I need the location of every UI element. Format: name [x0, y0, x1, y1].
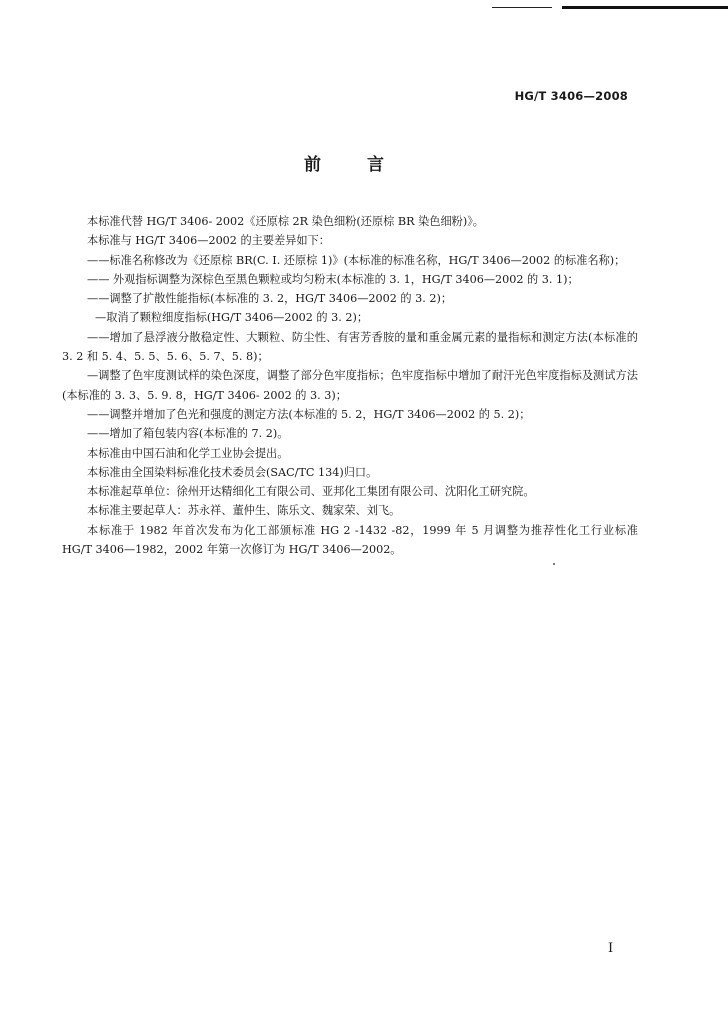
title-char-1: 前	[304, 155, 321, 175]
list-item-added-indicators: ——增加了悬浮液分散稳定性、大颗粒、防尘性、有害芳香胺的量和重金属元素的量指标和测定方法(本标准的 3. 2 和 5. 4、5. 5、5. 6、5. 7、5. 8)；	[62, 330, 638, 364]
scan-speck	[553, 563, 555, 565]
header-rule-thick	[562, 6, 728, 9]
list-item-name-change: ——标准名称修改为《还原棕 BR(C. I. 还原棕 1)》(本标准的标准名称，HG/T 3406—2002 的标准名称)；	[87, 253, 626, 267]
preface-body	[62, 212, 638, 559]
page-number: I	[608, 941, 614, 956]
list-item-diffusion: ——调整了扩散性能指标(本标准的 3. 2，HG/T 3406—2002 的 3. 2)；	[87, 292, 453, 306]
paragraph-replaces: 本标准代替 HG/T 3406- 2002《还原棕 2R 染色细粉(还原棕 BR 染色细粉)》。	[87, 215, 484, 228]
list-item-fastness: —调整了色牢度测试样的染色深度，调整了部分色牢度指标；色牢度指标中增加了耐汗光色牢度指标及测试方法(本标准的 3. 3、5. 9. 8，HG/T 3406- 2002 的 3. 3)；	[62, 369, 638, 402]
title-char-2: 言	[367, 155, 384, 175]
paragraph-proposed-by: 本标准由中国石油和化学工业协会提出。	[87, 446, 289, 460]
paragraph-centralized-by: 本标准由全国染料标准化技术委员会(SAC/TC 134)归口。	[87, 465, 378, 479]
list-item-appearance: —— 外观指标调整为深棕色至黑色颗粒或均匀粉末(本标准的 3. 1，HG/T 3406—2002 的 3. 1)；	[87, 272, 579, 286]
list-item-packaging: ——增加了箱包装内容(本标准的 7. 2)。	[87, 427, 289, 441]
standard-code: HG/T 3406—2008	[514, 89, 628, 103]
page-title	[304, 150, 384, 175]
paragraph-drafting-units: 本标准起草单位：徐州开达精细化工有限公司、亚邦化工集团有限公司、沈阳化工研究院。	[87, 485, 535, 499]
paragraph-differences-intro: 本标准与 HG/T 3406—2002 的主要差异如下：	[87, 234, 330, 248]
list-item-fineness-removed: —取消了颗粒细度指标(HG/T 3406—2002 的 3. 2)；	[95, 311, 369, 325]
header-rule-thin	[492, 7, 552, 8]
paragraph-history: 本标准于 1982 年首次发布为化工部颁标准 HG 2 -1432 -82，1999 年 5 月调整为推荐性化工行业标准 HG/T 3406—1982，2002 年第一次修订为 HG/T 3406—2002。	[62, 523, 638, 557]
list-item-shade-strength: ——调整并增加了色光和强度的测定方法(本标准的 5. 2，HG/T 3406—2002 的 5. 2)；	[87, 407, 531, 421]
paragraph-drafters: 本标准主要起草人：苏永祥、董仲生、陈乐文、魏家荣、刘飞。	[87, 504, 401, 518]
